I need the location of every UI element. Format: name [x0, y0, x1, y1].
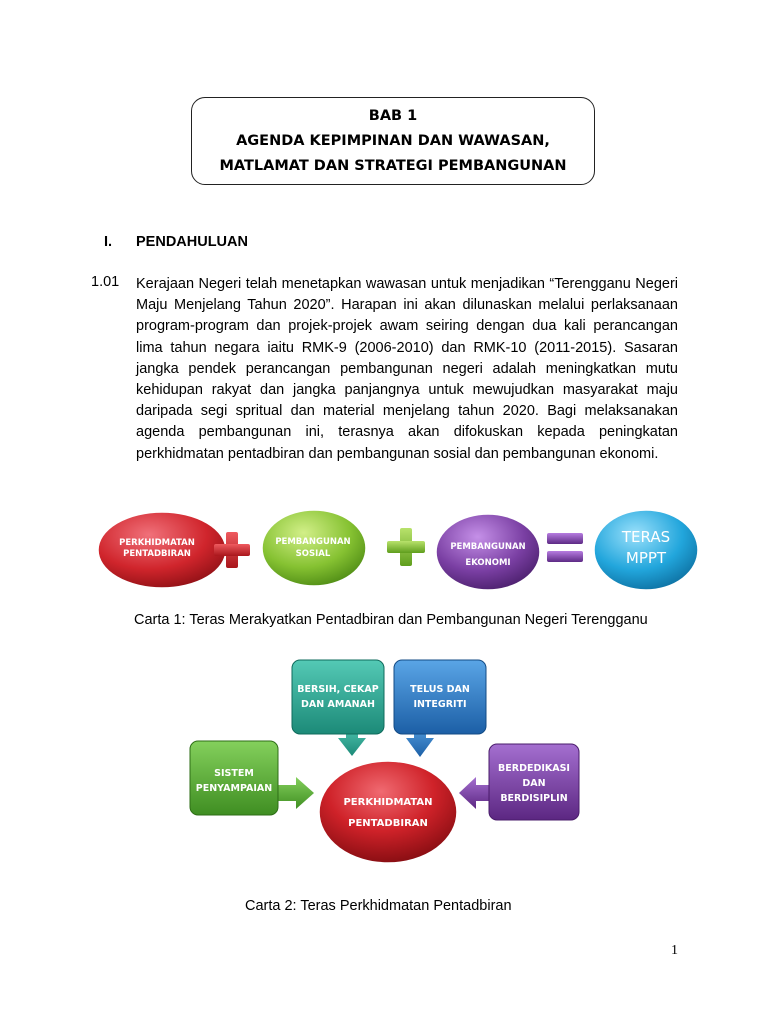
chart1-item-perkhidmatan [98, 512, 226, 588]
box-bersih-cekap [292, 660, 384, 734]
section-title: PENDAHULUAN [136, 234, 248, 250]
chart1-item2-line1: PEMBANGUNAN [275, 537, 351, 547]
box1-line1: BERSIH, CEKAP [297, 684, 379, 695]
box3-line1: SISTEM [214, 768, 254, 779]
box2-line1: TELUS DAN [410, 684, 470, 695]
box4-line2: DAN [522, 778, 546, 789]
box-telus-integriti [394, 660, 486, 734]
box-berdedikasi [489, 744, 579, 820]
chart2-diagram [0, 650, 768, 890]
chart1-item-sosial [262, 510, 366, 586]
chapter-number: BAB 1 [368, 108, 418, 124]
page-number: 1 [671, 943, 678, 958]
chart1-equals-icon [547, 533, 583, 562]
box4-line1: BERDEDIKASI [498, 763, 570, 774]
center-line1: PERKHIDMATAN [343, 797, 433, 808]
chart1-caption: Carta 1: Teras Merakyatkan Pentadbiran dan Pembangunan Negeri Terengganu [134, 612, 648, 628]
arrow-left-icon [459, 777, 492, 809]
chart1-item3-line1: PEMBANGUNAN [450, 542, 526, 552]
box3-line2: PENYAMPAIAN [195, 783, 273, 794]
chart1-plus-icon-2 [387, 528, 425, 566]
box1-line2: DAN AMANAH [301, 699, 375, 710]
chart1-item1-line2: PENTADBIRAN [123, 549, 191, 559]
chart1-item3-line2: EKONOMI [465, 558, 511, 568]
chart1-diagram [0, 505, 768, 605]
chart1-item1-line1: PERKHIDMATAN [119, 538, 195, 548]
section-number: I. [104, 234, 113, 250]
chapter-title-line2: MATLAMAT DAN STRATEGI PEMBANGUNAN [219, 158, 567, 174]
chapter-title-line1: AGENDA KEPIMPINAN DAN WAWASAN, [236, 133, 550, 149]
paragraph-number: 1.01 [91, 274, 120, 290]
center-line2: PENTADBIRAN [348, 818, 428, 829]
chart1-item-ekonomi [436, 514, 540, 590]
chapter-title-box [191, 97, 595, 185]
box2-line2: INTEGRITI [413, 699, 467, 710]
center-ellipse-perkhidmatan [319, 761, 457, 863]
box4-line3: BERDISIPLIN [500, 793, 568, 804]
chart1-item4-line1: TERAS [621, 528, 671, 546]
chart2-caption: Carta 2: Teras Perkhidmatan Pentadbiran [245, 898, 512, 914]
paragraph-text: Kerajaan Negeri telah menetapkan wawasan untuk menjadikan “Terengganu Negeri Maju Menjelang Tahun 2020”. Harapan ini akan dilunaskan melalui perlaksanaan program-program dan projek-projek awam seiring dengan dua kali perancangan lima tahun negara iaitu RMK-9 (2006-2010) dan RMK-10 (2011-2015). Sasaran jangka pendek perancangan pembangunan negeri adalah meningkatkan mutu kehidupan rakyat dan jangka panjangnya untuk mewujudkan masyarakat maju daripada segi spritual dan material menjelang tahun 2020. Bagi melaksanakan agenda pembangunan ini, terasnya akan difokuskan kepada peningkatan perkhidmatan pentadbiran dan pembangunan sosial dan pembangunan ekonomi. [136, 276, 678, 462]
arrow-right-icon [274, 777, 314, 809]
chart1-item4-line2: MPPT [625, 549, 667, 567]
chart1-item-teras [594, 510, 698, 590]
box-sistem-penyampaian [190, 741, 278, 815]
chart1-item2-line2: SOSIAL [295, 549, 331, 559]
